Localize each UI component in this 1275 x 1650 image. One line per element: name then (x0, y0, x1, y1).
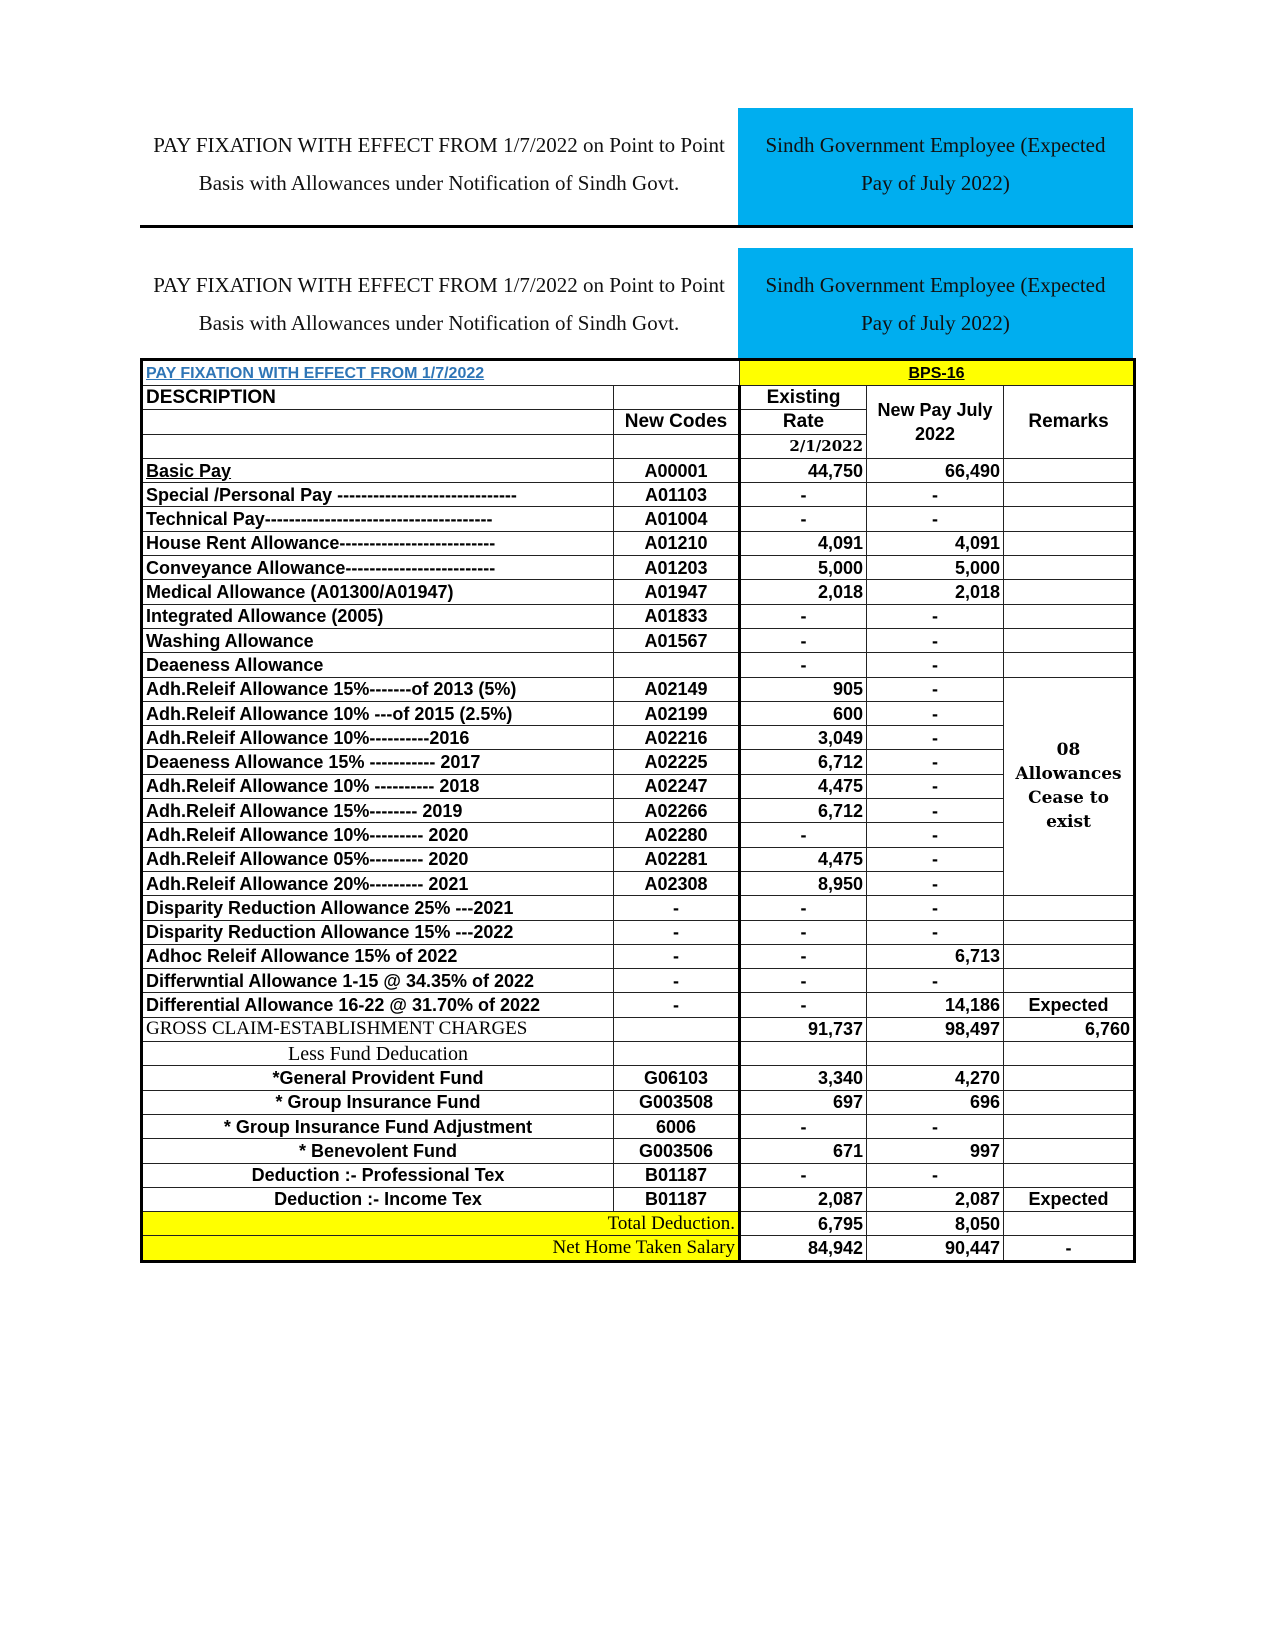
row-existing-rate: - (740, 483, 867, 507)
row-code: A02225 (614, 750, 740, 774)
row-description: Medical Allowance (A01300/A01947) (142, 580, 614, 604)
blank-cell (614, 1042, 740, 1066)
header-block-2 (140, 248, 1133, 358)
banner-line-1: Sindh Government Employee (Expected (765, 133, 1106, 157)
row-new-pay: - (867, 799, 1004, 823)
row-new-pay: - (867, 726, 1004, 750)
gross-row (142, 1017, 1135, 1041)
header-line-2: Basis with Allowances under Notification of Sindh Govt. (198, 311, 680, 335)
row-code: A01833 (614, 604, 740, 628)
row-existing-rate: 4,091 (740, 531, 867, 555)
row-new-pay: - (867, 604, 1004, 628)
row-existing-rate: - (740, 944, 867, 968)
row-description: Deaeness Allowance (142, 653, 614, 677)
blank-cell (142, 410, 614, 434)
deduction-newpay: 4,270 (867, 1066, 1004, 1090)
row-code: A00001 (614, 458, 740, 482)
row-existing-rate: - (740, 628, 867, 652)
table-row (142, 799, 1135, 823)
row-existing-rate: 4,475 (740, 847, 867, 871)
net-salary-row (142, 1236, 1135, 1261)
deduction-existing: 697 (740, 1090, 867, 1114)
deduction-description: * Benevolent Fund (142, 1139, 614, 1163)
row-description: Basic Pay (142, 458, 614, 482)
table-row (142, 944, 1135, 968)
row-new-pay: 66,490 (867, 458, 1004, 482)
row-new-pay: 6,713 (867, 944, 1004, 968)
deduction-newpay: 997 (867, 1139, 1004, 1163)
row-description: Adh.Releif Allowance 10% ---of 2015 (2.5%) (142, 701, 614, 725)
merged-remark: 08 Allowances Cease to exist (1004, 677, 1135, 896)
row-description: Disparity Reduction Allowance 15% ---2022 (142, 920, 614, 944)
row-existing-rate: 8,950 (740, 871, 867, 895)
table-title-row (142, 360, 1135, 386)
deduction-code: G003506 (614, 1139, 740, 1163)
deduction-code: B01187 (614, 1187, 740, 1211)
row-code: A02199 (614, 701, 740, 725)
header-block-1 (140, 108, 1133, 228)
row-code: - (614, 944, 740, 968)
gross-label: GROSS CLAIM-ESTABLISHMENT CHARGES (142, 1017, 614, 1041)
row-remark (1004, 580, 1135, 604)
row-existing-rate: 2,018 (740, 580, 867, 604)
deduction-row (142, 1090, 1135, 1114)
table-row (142, 993, 1135, 1017)
row-code: - (614, 896, 740, 920)
row-description: Differwntial Allowance 1-15 @ 34.35% of 2022 (142, 969, 614, 993)
table-row (142, 969, 1135, 993)
row-description: Conveyance Allowance------------------------- (142, 556, 614, 580)
row-code: A02280 (614, 823, 740, 847)
row-code: A01947 (614, 580, 740, 604)
row-new-pay: - (867, 653, 1004, 677)
header-right-banner (738, 248, 1133, 358)
table-row (142, 677, 1135, 701)
gross-code (614, 1017, 740, 1041)
row-new-pay: - (867, 969, 1004, 993)
banner-line-1: Sindh Government Employee (Expected (765, 273, 1106, 297)
pay-fixation-table (140, 358, 1136, 1263)
net-salary-newpay: 90,447 (867, 1236, 1004, 1261)
deduction-remark (1004, 1090, 1135, 1114)
header-right-banner (738, 108, 1133, 225)
col-existing-date: 2/1/2022 (740, 434, 867, 458)
deduction-description: * Group Insurance Fund (142, 1090, 614, 1114)
header-line-2: Basis with Allowances under Notification of Sindh Govt. (198, 171, 680, 195)
total-deduction-label: Total Deduction. (142, 1212, 740, 1236)
row-remark (1004, 458, 1135, 482)
row-description: Adh.Releif Allowance 15%-------of 2013 (5%) (142, 677, 614, 701)
row-new-pay: - (867, 628, 1004, 652)
row-description: Adh.Releif Allowance 10%----------2016 (142, 726, 614, 750)
row-description: Deaeness Allowance 15% ----------- 2017 (142, 750, 614, 774)
row-description: Disparity Reduction Allowance 25% ---2021 (142, 896, 614, 920)
row-existing-rate: - (740, 823, 867, 847)
gross-newpay: 98,497 (867, 1017, 1004, 1041)
deduction-code: 6006 (614, 1114, 740, 1138)
col-description-header: DESCRIPTION (142, 386, 614, 410)
row-description: House Rent Allowance-------------------------- (142, 531, 614, 555)
deduction-code: G06103 (614, 1066, 740, 1090)
col-existing-header-line2: Rate (740, 410, 867, 434)
scale-label: BPS-16 (740, 360, 1135, 386)
deduction-row (142, 1139, 1135, 1163)
row-description: Adh.Releif Allowance 20%--------- 2021 (142, 871, 614, 895)
deduction-existing: 671 (740, 1139, 867, 1163)
col-existing-header-line1: Existing (740, 386, 867, 410)
deduction-description: Deduction :- Professional Tex (142, 1163, 614, 1187)
row-remark (1004, 507, 1135, 531)
table-row (142, 458, 1135, 482)
deduction-newpay: 2,087 (867, 1187, 1004, 1211)
row-new-pay: 4,091 (867, 531, 1004, 555)
total-deduction-remark (1004, 1212, 1135, 1236)
row-description: Technical Pay-------------------------------------- (142, 507, 614, 531)
deduction-existing: - (740, 1163, 867, 1187)
table-row (142, 896, 1135, 920)
table-title (142, 360, 740, 386)
row-existing-rate: 905 (740, 677, 867, 701)
total-deduction-existing: 6,795 (740, 1212, 867, 1236)
deduction-description: * Group Insurance Fund Adjustment (142, 1114, 614, 1138)
deduction-remark: Expected (1004, 1187, 1135, 1211)
table-row (142, 726, 1135, 750)
gross-difference: 6,760 (1004, 1017, 1135, 1041)
row-new-pay: - (867, 920, 1004, 944)
row-existing-rate: - (740, 507, 867, 531)
deduction-description: *General Provident Fund (142, 1066, 614, 1090)
row-existing-rate: - (740, 604, 867, 628)
row-new-pay: 2,018 (867, 580, 1004, 604)
deduction-row (142, 1114, 1135, 1138)
table-row (142, 580, 1135, 604)
row-code: - (614, 920, 740, 944)
row-code: A02281 (614, 847, 740, 871)
table-title-link[interactable]: PAY FIXATION WITH EFFECT FROM 1/7/2022 (146, 365, 485, 382)
table-row (142, 847, 1135, 871)
deduction-row (142, 1187, 1135, 1211)
deduction-existing: 3,340 (740, 1066, 867, 1090)
table-row (142, 823, 1135, 847)
row-new-pay: - (867, 507, 1004, 531)
blank-cell (740, 1042, 867, 1066)
row-existing-rate: 6,712 (740, 750, 867, 774)
row-existing-rate: 600 (740, 701, 867, 725)
table-row (142, 483, 1135, 507)
row-new-pay: - (867, 871, 1004, 895)
row-remark (1004, 604, 1135, 628)
row-existing-rate: 4,475 (740, 774, 867, 798)
row-existing-rate: - (740, 920, 867, 944)
net-salary-existing: 84,942 (740, 1236, 867, 1261)
deduction-remark (1004, 1163, 1135, 1187)
row-existing-rate: 6,712 (740, 799, 867, 823)
row-remark (1004, 944, 1135, 968)
row-description: Adhoc Releif Allowance 15% of 2022 (142, 944, 614, 968)
deduction-newpay: 696 (867, 1090, 1004, 1114)
less-fund-label: Less Fund Deducation (142, 1042, 614, 1066)
table-row (142, 750, 1135, 774)
row-description: Adh.Releif Allowance 10% ---------- 2018 (142, 774, 614, 798)
table-row (142, 604, 1135, 628)
row-code: A01210 (614, 531, 740, 555)
column-header-row-1 (142, 386, 1135, 410)
table-row (142, 701, 1135, 725)
row-remark (1004, 483, 1135, 507)
deduction-existing: - (740, 1114, 867, 1138)
row-description: Adh.Releif Allowance 15%-------- 2019 (142, 799, 614, 823)
row-description: Adh.Releif Allowance 05%--------- 2020 (142, 847, 614, 871)
row-description: Washing Allowance (142, 628, 614, 652)
banner-line-2: Pay of July 2022) (861, 311, 1010, 335)
table-row (142, 871, 1135, 895)
row-remark (1004, 556, 1135, 580)
total-deduction-row (142, 1212, 1135, 1236)
row-existing-rate: - (740, 896, 867, 920)
table-row (142, 774, 1135, 798)
row-new-pay: - (867, 774, 1004, 798)
blank-cell (1004, 1042, 1135, 1066)
row-existing-rate: 3,049 (740, 726, 867, 750)
total-deduction-newpay: 8,050 (867, 1212, 1004, 1236)
row-remark (1004, 969, 1135, 993)
row-new-pay: - (867, 677, 1004, 701)
table-row (142, 920, 1135, 944)
row-code: A02266 (614, 799, 740, 823)
row-existing-rate: 44,750 (740, 458, 867, 482)
deduction-row (142, 1066, 1135, 1090)
net-salary-remark: - (1004, 1236, 1135, 1261)
deduction-row (142, 1163, 1135, 1187)
header-line-1: PAY FIXATION WITH EFFECT FROM 1/7/2022 on Point to Point (153, 273, 725, 297)
banner-line-2: Pay of July 2022) (861, 171, 1010, 195)
row-code: A01567 (614, 628, 740, 652)
row-new-pay: 14,186 (867, 993, 1004, 1017)
deduction-remark (1004, 1139, 1135, 1163)
gross-existing: 91,737 (740, 1017, 867, 1041)
col-codes-header-blank (614, 386, 740, 410)
row-existing-rate: - (740, 993, 867, 1017)
blank-cell (142, 434, 614, 458)
row-code: - (614, 993, 740, 1017)
deduction-remark (1004, 1066, 1135, 1090)
row-code: A01004 (614, 507, 740, 531)
row-description: Differential Allowance 16-22 @ 31.70% of 2022 (142, 993, 614, 1017)
deduction-existing: 2,087 (740, 1187, 867, 1211)
row-new-pay: - (867, 896, 1004, 920)
header-line-1: PAY FIXATION WITH EFFECT FROM 1/7/2022 on Point to Point (153, 133, 725, 157)
row-code: A01103 (614, 483, 740, 507)
table-row (142, 628, 1135, 652)
blank-cell (867, 1042, 1004, 1066)
col-remarks-header: Remarks (1004, 386, 1135, 459)
table-row (142, 653, 1135, 677)
row-remark: Expected (1004, 993, 1135, 1017)
row-description: Adh.Releif Allowance 10%--------- 2020 (142, 823, 614, 847)
table-row (142, 531, 1135, 555)
row-remark (1004, 653, 1135, 677)
row-remark (1004, 628, 1135, 652)
deduction-remark (1004, 1114, 1135, 1138)
col-codes-header: New Codes (614, 410, 740, 434)
row-remark (1004, 896, 1135, 920)
col-newpay-header: New Pay July 2022 (867, 386, 1004, 459)
row-new-pay: - (867, 823, 1004, 847)
net-salary-label: Net Home Taken Salary (142, 1236, 740, 1261)
row-description: Integrated Allowance (2005) (142, 604, 614, 628)
deduction-description: Deduction :- Income Tex (142, 1187, 614, 1211)
less-fund-row (142, 1042, 1135, 1066)
row-code: A02308 (614, 871, 740, 895)
deduction-newpay: - (867, 1114, 1004, 1138)
row-new-pay: - (867, 483, 1004, 507)
row-code (614, 653, 740, 677)
blank-cell (614, 434, 740, 458)
row-new-pay: - (867, 701, 1004, 725)
header-left-text (140, 248, 738, 358)
row-new-pay: 5,000 (867, 556, 1004, 580)
deduction-code: G003508 (614, 1090, 740, 1114)
row-code: A02216 (614, 726, 740, 750)
deduction-newpay: - (867, 1163, 1004, 1187)
row-remark (1004, 531, 1135, 555)
table-row (142, 556, 1135, 580)
row-existing-rate: 5,000 (740, 556, 867, 580)
table-row (142, 507, 1135, 531)
row-existing-rate: - (740, 653, 867, 677)
row-remark (1004, 920, 1135, 944)
row-code: A02247 (614, 774, 740, 798)
row-existing-rate: - (740, 969, 867, 993)
row-code: A01203 (614, 556, 740, 580)
header-left-text (140, 108, 738, 225)
row-description: Special /Personal Pay ------------------------------ (142, 483, 614, 507)
deduction-code: B01187 (614, 1163, 740, 1187)
row-code: A02149 (614, 677, 740, 701)
row-new-pay: - (867, 750, 1004, 774)
row-new-pay: - (867, 847, 1004, 871)
row-code: - (614, 969, 740, 993)
